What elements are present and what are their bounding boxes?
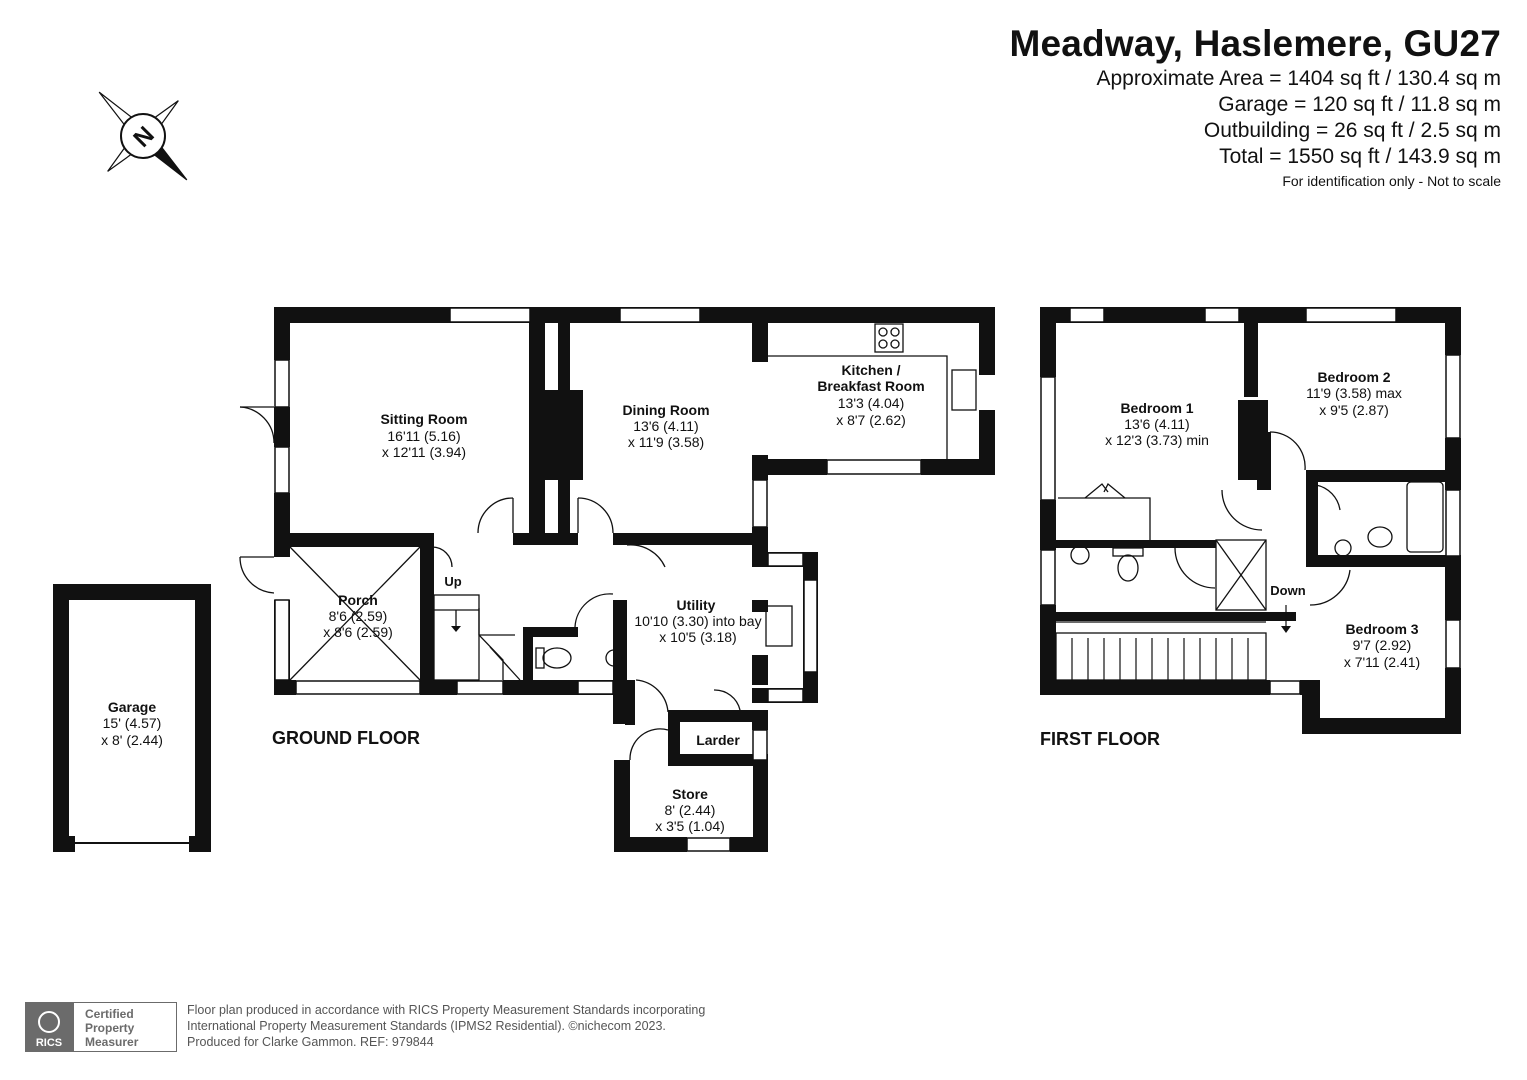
compass-north-letter: N (128, 121, 160, 153)
dining-room-dim2: x 11'9 (3.58) (627, 434, 705, 450)
porch-dim1: 8'6 (2.59) (328, 608, 388, 624)
bedroom2-name: Bedroom 2 (1317, 369, 1391, 385)
footer-line3: Produced for Clarke Gammon. REF: 979844 (187, 1035, 434, 1049)
kitchen-name-line2: Breakfast Room (817, 378, 925, 394)
garage-name: Garage (107, 699, 157, 715)
total-area: Total = 1550 sq ft / 143.9 sq m (1219, 145, 1501, 168)
kitchen-dim1: 13'3 (4.04) (837, 395, 905, 411)
stair-down-label: Down (1270, 583, 1306, 598)
ensuite-basin-icon (1071, 546, 1089, 564)
store-name: Store (672, 786, 708, 802)
sitting-room-name: Sitting Room (380, 411, 468, 427)
rics-brand: RICS (35, 1037, 63, 1049)
approximate-area: Approximate Area = 1404 sq ft / 130.4 sq m (1096, 67, 1501, 90)
garage-area: Garage = 120 sq ft / 11.8 sq m (1218, 93, 1501, 116)
larder-name: Larder (696, 732, 740, 748)
ensuite-toilet-icon (1118, 555, 1138, 581)
bedroom2-dim1: 11'9 (3.58) max (1306, 385, 1402, 401)
footer-line2: International Property Measurement Standards (IPMS2 Residential). ©nichecom 2023. (187, 1019, 666, 1033)
property-title: Meadway, Haslemere, GU27 (1009, 23, 1501, 64)
bedroom3-dim2: x 7'11 (2.41) (1343, 654, 1421, 670)
utility-sink-icon (766, 606, 792, 646)
bedroom1-name: Bedroom 1 (1120, 400, 1194, 416)
utility-dim1: 10'10 (3.30) into bay (634, 613, 762, 629)
stair-up-arrow-icon (451, 626, 461, 632)
store-dim1: 8' (2.44) (664, 802, 716, 818)
dining-room-name: Dining Room (622, 402, 710, 418)
utility-name: Utility (676, 597, 716, 613)
bedroom2-dim2: x 9'5 (2.87) (1319, 402, 1389, 418)
kitchen-sink-icon (952, 370, 976, 410)
stair-down-arrow-icon (1281, 626, 1291, 633)
bedroom1-dim1: 13'6 (4.11) (1124, 416, 1190, 432)
dining-room-dim1: 13'6 (4.11) (633, 418, 699, 434)
bedroom1-dim2: x 12'3 (3.73) min (1105, 432, 1209, 448)
bedroom3-name: Bedroom 3 (1345, 621, 1419, 637)
sitting-room-dim2: x 12'11 (3.94) (381, 444, 467, 460)
bathroom-basin-icon (1335, 540, 1351, 556)
rics-badge-line3: Measurer (85, 1035, 139, 1049)
kitchen-dim2: x 8'7 (2.62) (836, 412, 906, 428)
hob-icon (875, 324, 903, 352)
outbuilding-area: Outbuilding = 26 sq ft / 2.5 sq m (1203, 119, 1501, 142)
porch-dim2: x 8'6 (2.59) (323, 624, 393, 640)
toilet-icon (543, 648, 571, 668)
garage-dim2: x 8' (2.44) (101, 732, 163, 748)
footer-notes (187, 1002, 705, 1050)
first-floor-label: FIRST FLOOR (1040, 729, 1160, 749)
garage-dim1: 15' (4.57) (102, 715, 162, 731)
porch-name: Porch (338, 592, 378, 608)
ground-floor-label: GROUND FLOOR (272, 728, 420, 748)
rics-badge-line2: Property (85, 1021, 135, 1035)
kitchen-name-line1: Kitchen / (841, 362, 901, 378)
stair-up-label: Up (444, 574, 462, 589)
footer-line1: Floor plan produced in accordance with RICS Property Measurement Standards incorporating (187, 1003, 706, 1017)
rics-badge-line1: Certified (85, 1007, 134, 1021)
bathroom-toilet-icon (1368, 527, 1392, 547)
sitting-room-dim1: 16'11 (5.16) (387, 428, 461, 444)
bedroom3-dim1: 9'7 (2.92) (1352, 637, 1412, 653)
utility-dim2: x 10'5 (3.18) (659, 629, 737, 645)
scale-note: For identification only - Not to scale (1282, 173, 1501, 189)
bath-icon (1407, 482, 1443, 552)
store-dim2: x 3'5 (1.04) (655, 818, 725, 834)
rics-certified-badge (25, 1002, 177, 1052)
